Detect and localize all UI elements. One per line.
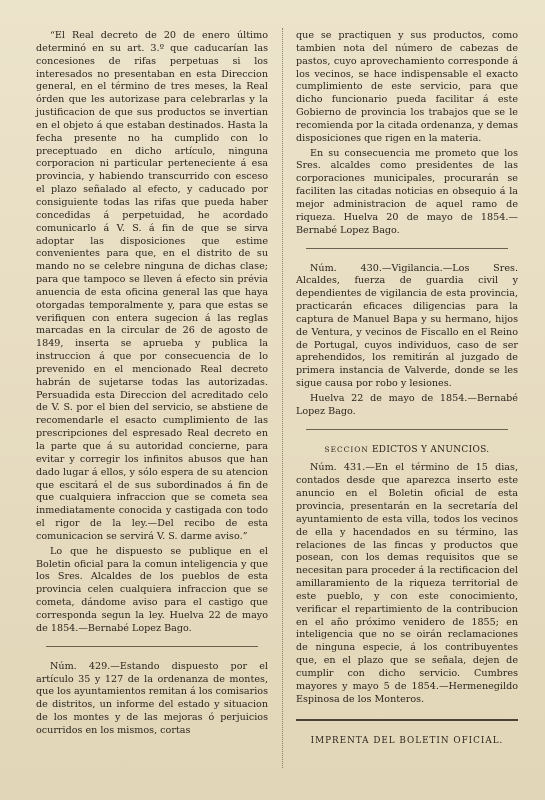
printer-imprint: IMPRENTA DEL BOLETIN OFICIAL. xyxy=(310,735,504,746)
notice-431-paragraph: Núm. 431.—En el término de 15 dias, contados desde que aparezca inserto este anuncio en el Boletin oficial de esta provincia, presentarán en la secretaría del ayuntamiento de esta villa, todos los vecinos de ella y hacendados en su término, las relaciones de las fincas y productos que posean, con los demas requisitos que se necesitan para proceder á la rectificacion del amillaramiento de la riqueza territorial de este pueblo, y con este conocimiento, verificar el repartimiento de la contribucion en el año próximo venidero de 1855; en inteligencia que no se oirán reclamaciones de ninguna especie, á los contribuyentes que, en el plazo que se señala, dejen de cumplir con dicho servicio. Cumbres mayores y mayo 5 de 1854.—Hermenegildo Espinosa de los Monteros. xyxy=(296,462,518,705)
notice-429-paragraph: Núm. 429.—Estando dispuesto por el artículo 35 y 127 de la ordenanza de montes, que los ayuntamientos remitan á los comisarios de distritos, un informe del estado y situacion de los montes y de las mejoras ó perjuicios ocurridos en los mismos, cortas xyxy=(36,660,268,736)
column-divider xyxy=(282,28,283,768)
circular-quoted-text: “El Real decreto de 20 de enero último determinó en su art. 3.º que caducarían las concesiones de rifas perpetuas si los interesados no presentaban en esta Direccion general, en el término de tres meses, la Real órden que les autorizase para celebrarlas y la justificacion de que sus productos se invertian en el objeto á que estaban destinados. Hasta la fecha presente no ha cumplido con lo preceptuado en dicho artículo, ninguna corporacion ni particular perteneciente á esa provincia, y habiendo transcurrido con esceso el plazo señalado al efecto, y caducado por consiguiente todas las rifas que pueda haber concedidas á perpetuidad, he acordado comunicarlo á V. S. á fin de que se sirva adoptar las disposiciones que estime convenientes para que, en el distrito de su mando no se celebre ninguna de dichas clase; para que tampoco se lleven á efecto sin prévia anuencia de esta oficina general las que haya otorgadas temporalmente y, para que estas se verifiquen con entera sugecion á las reglas marcadas en la circular de 26 de agosto de 1849, inserta se aprueba y publica la instruccion á que por consecuencia de lo prevenido en el mencionado Real decreto habrán de sujetarse todas las autorizadas. Persuadida esta Direccion del acreditado celo de V. S. por el bien del servicio, se abstiene de recomendarle el esacto cumplimiento de las prescripciones del espresado Real decreto en la parte que á su autoridad concierne, para evitar y corregir los infinitos abusos que han dado lugar á ellos, y sólo espera de su atencion que escitará el de sus subordinados á fin de que cualquiera infraccion que se cometa sea inmediatamente conocida y castigada con todo el rigor de la ley.—Del recibo de esta comunicacion se servirá V. S. darme aviso.” xyxy=(36,30,268,542)
notice-430-signature: Huelva 22 de mayo de 1854.—Bernabé Lopez Bago. xyxy=(296,392,518,417)
notice-429-conclusion: En su consecuencia me prometo que los Sres. alcaldes como presidentes de las corporaciones municipales, procurarán se faciliten las citadas noticias en obsequio á la mejor administracion de aquel ramo de riqueza. Huelva 20 de mayo de 1854.—Bernabé Lopez Bago. xyxy=(296,147,518,236)
section-heading xyxy=(296,444,518,457)
section-title: EDICTOS Y ANUNCIOS. xyxy=(371,444,490,455)
notice-429-continuation: que se practiquen y sus productos, como tambien nota del número de cabezas de pastos, cuyo aprovechamiento corresponde á los vecinos, se hace indispensable el exacto cumplimiento de este servicio, para que dicho funcionario pueda facilitar á este Gobierno de provincia los trabajos que se le recomienda por la citada ordenanza, y demas disposiciones que rigen en la materia. xyxy=(296,30,518,144)
notice-430-paragraph: Núm. 430.—Vigilancia.—Los Sres. Alcaldes, fuerza de guardia civil y dependientes de vigilancia de esta provincia, practicarán eficaces diligencias para la captura de Manuel Bapa y su hermano, hijos de Ventura, y vecinos de Fiscallo en el Reino de Portugal, cuyos individuos, caso de ser aprehendidos, los remitirán al juzgado de primera instancia de Valverde, donde se les sigue causa por robo y lesiones. xyxy=(296,262,518,390)
publication-order-paragraph: Lo que he dispuesto se publique en el Boletin oficial para la comun inteligencia y que los Sres. Alcaldes de los pueblos de esta provincia celen cualquiera infraccion que se cometa, dándome aviso para el castigo que corresponda segun la ley. Huelva 22 de mayo de 1854.—Bernabé Lopez Bago. xyxy=(36,545,268,634)
footer-rule xyxy=(296,719,518,721)
separator-line xyxy=(306,248,508,249)
separator-line xyxy=(306,429,508,430)
right-column xyxy=(296,30,518,747)
left-column xyxy=(36,30,268,738)
section-label: SECCION xyxy=(324,444,369,454)
separator-line xyxy=(46,646,258,647)
